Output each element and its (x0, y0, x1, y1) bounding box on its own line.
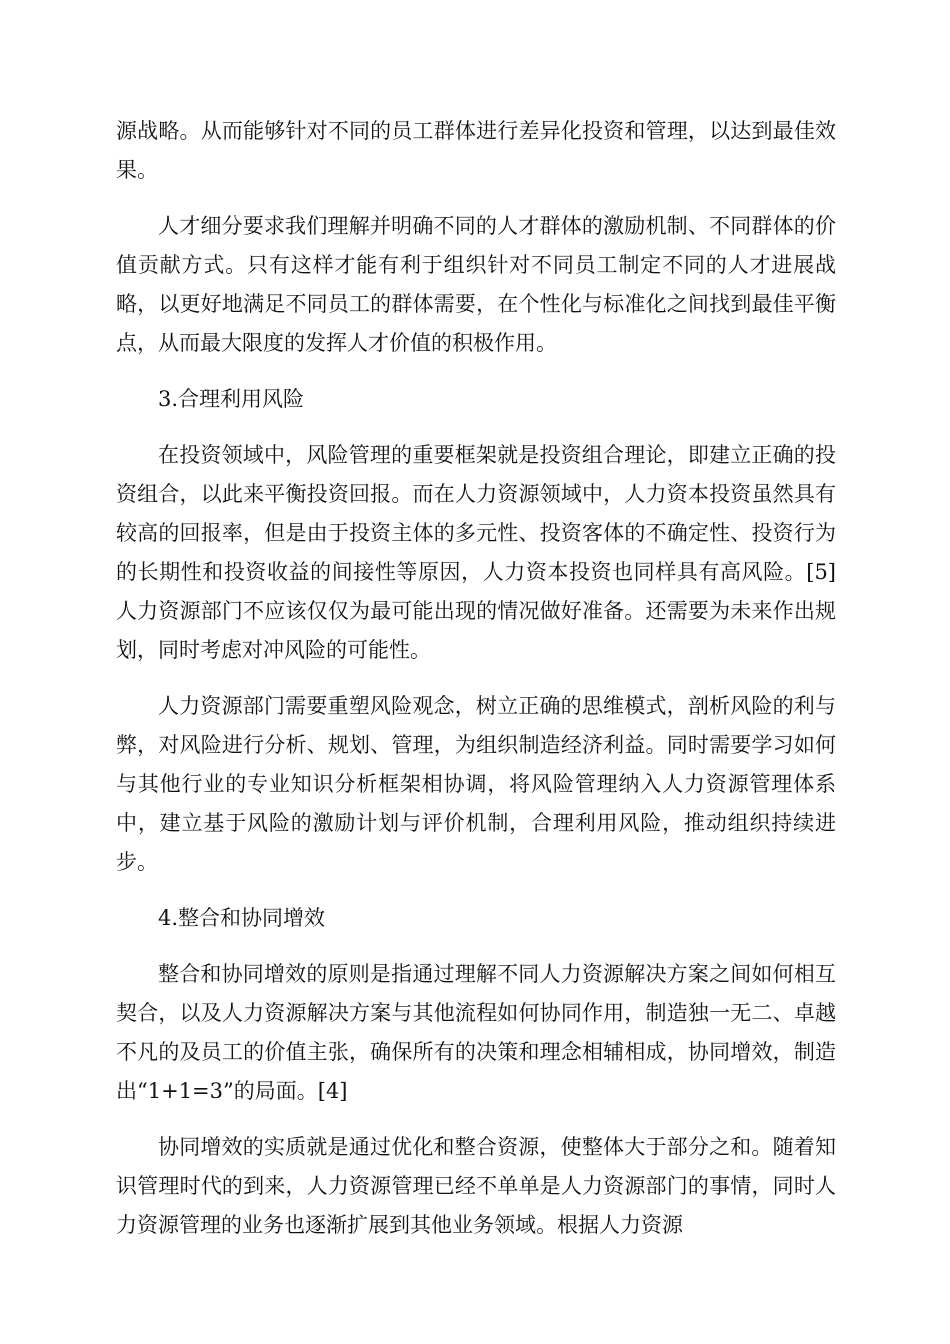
document-body (116, 112, 836, 1245)
paragraph-talent-segmentation: 人才细分要求我们理解并明确不同的人才群体的激励机制、不同群体的价值贡献方式。只有这样才能有利于组织针对不同员工制定不同的人才进展战略，以更好地满足不同员工的群体需要，在个性化与标准化之间找到最佳平衡点，从而最大限度的发挥人才价值的积极作用。 (116, 214, 836, 355)
paragraph-synergy-principle: 整合和协同增效的原则是指通过理解不同人力资源解决方案之间如何相互契合，以及人力资源解决方案与其他流程如何协同作用，制造独一无二、卓越不凡的及员工的价值主张，确保所有的决策和理念相辅相成，协同增效，制造出“1+1=3”的局面。[4] (116, 962, 836, 1103)
section-heading-synergy: 4.整合和协同增效 (158, 906, 326, 930)
paragraph-risk-investment: 在投资领域中，风险管理的重要框架就是投资组合理论，即建立正确的投资组合，以此来平衡投资回报。而在人力资源领域中，人力资本投资虽然具有较高的回报率，但是由于投资主体的多元性、投资客体的不确定性、投资行为的长期性和投资收益的间接性等原因，人力资本投资也同样具有高风险。[5]人力资源部门不应该仅仅为最可能出现的情况做好准备。还需要为未来作出规划，同时考虑对冲风险的可能性。 (116, 443, 836, 662)
paragraph-continuation: 源战略。从而能够针对不同的员工群体进行差异化投资和管理，以达到最佳效果。 (116, 119, 836, 182)
paragraph-risk-concept: 人力资源部门需要重塑风险观念，树立正确的思维模式，剖析风险的利与弊，对风险进行分析、规划、管理，为组织制造经济利益。同时需要学习如何与其他行业的专业知识分析框架相协调，将风险管理纳入人力资源管理体系中，建立基于风险的激励计划与评价机制，合理利用风险，推动组织持续进步。 (116, 694, 836, 874)
section-heading-risk: 3.合理利用风险 (158, 387, 305, 411)
paragraph-synergy-essence: 协同增效的实质就是通过优化和整合资源，使整体大于部分之和。随着知识管理时代的到来，人力资源管理已经不单单是人力资源部门的事情，同时人力资源管理的业务也逐渐扩展到其他业务领域。根据人力资源 (116, 1135, 836, 1237)
